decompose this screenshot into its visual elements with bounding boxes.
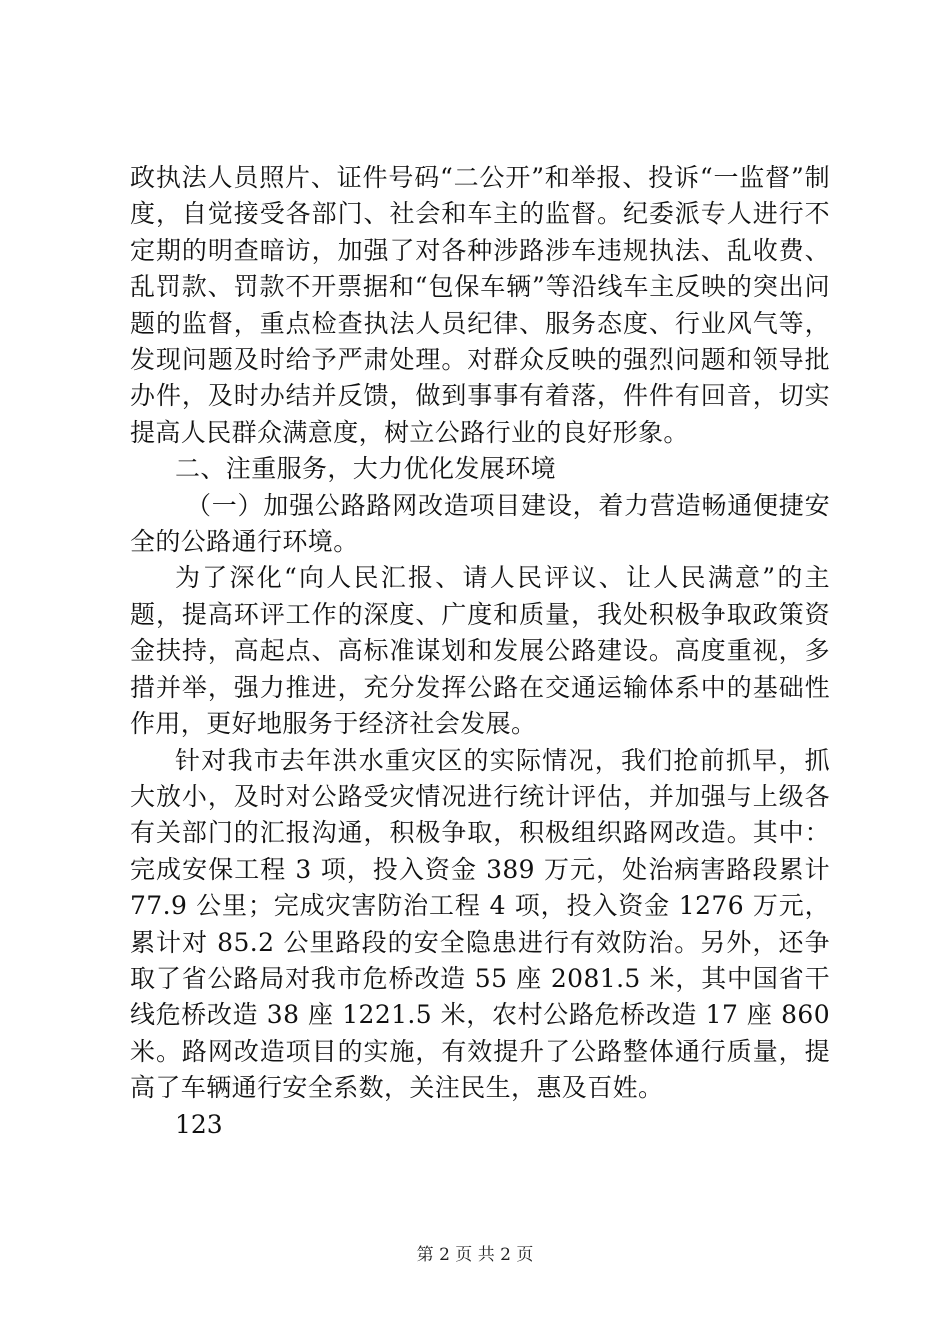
document-body xyxy=(130,160,830,1143)
stray-number: 123 xyxy=(175,1109,223,1139)
paragraph-continuation: 政执法人员照片、证件号码“二公开”和举报、投诉“一监督”制度，自觉接受各部门、社会和车主的监督。纪委派专人进行不定期的明查暗访，加强了对各种涉路涉车违规执法、乱收费、乱罚款、罚款不开票据和“包保车辆”等沿线车主反映的突出问题的监督，重点检查执法人员纪律、服务态度、行业风气等，发现问题及时给予严肃处理。对群众反映的强烈问题和领导批办件，及时办结并反馈，做到事事有着落，件件有回音，切实提高人民群众满意度，树立公路行业的良好形象。 xyxy=(130,163,830,447)
paragraph-road-network: 针对我市去年洪水重灾区的实际情况，我们抢前抓早，抓大放小，及时对公路受灾情况进行统计评估，并加强与上级各有关部门的汇报沟通，积极争取，积极组织路网改造。其中：完成安保工程 3 项，投入资金 389 万元，处治病害路段累计 77.9 公里；完成灾害防治工程 4 项，投入资金 1276 万元，累计对 85.2 公里路段的安全隐患进行有效防治。另外，还争取了省公路局对我市危桥改造 55 座 2081.5 米，其中国省干线危桥改造 38 座 1221.5 米，农村公路危桥改造 17 座 860 米。路网改造项目的实施，有效提升了公路整体通行质量，提高了车辆通行安全系数，关注民生，惠及百姓。 xyxy=(130,745,830,1103)
section-heading: 二、注重服务，大力优化发展环境 xyxy=(175,454,557,484)
paragraph-policy: 为了深化“向人民汇报、请人民评议、让人民满意”的主题，提高环评工作的深度、广度和质量，我处积极争取政策资金扶持，高起点、高标准谋划和发展公路建设。高度重视，多措并举，强力推进，充分发挥公路在交通运输体系中的基础性作用，更好地服务于经济社会发展。 xyxy=(130,563,830,739)
page-footer: 第 2 页 共 2 页 xyxy=(416,1245,534,1265)
subsection-heading: （一）加强公路路网改造项目建设，着力营造畅通便捷安全的公路通行环境。 xyxy=(130,490,830,557)
